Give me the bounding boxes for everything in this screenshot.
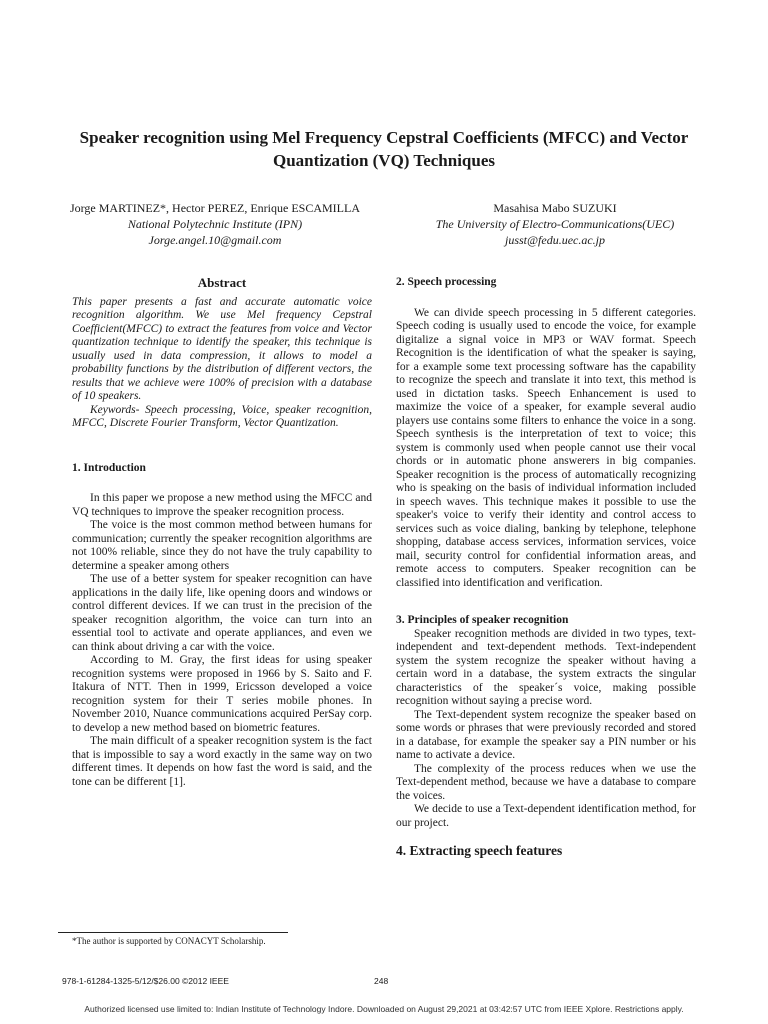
paragraph: The voice is the most common method between humans for communication; currently the speaker recognition algorithms are not 100% reliable, since they do not have the truly capability to determine a speaker among others [72, 519, 372, 572]
paragraph: In this paper we propose a new method using the MFCC and VQ techniques to improve the speaker recognition process. [72, 492, 372, 518]
left-column [72, 276, 372, 789]
paragraph: The main difficult of a speaker recognition system is the fact that is impossible to say a word exactly in the same way on two different times. It depends on how fast the word is said, and the tone can be different [1]. [72, 735, 372, 788]
section-heading-extracting-features: 4. Extracting speech features [396, 843, 563, 858]
author-email: Jorge.angel.10@gmail.com [148, 233, 282, 247]
section-heading-principles: 3. Principles of speaker recognition [396, 614, 569, 626]
abstract-body: This paper presents a fast and accurate automatic voice recognition algorithm. We use Mel frequency Cepstral Coefficient(MFCC) to extract the features from voice and Vector quantization technique to identify the speaker, this technique is usually used in data compression, it allows to model a probability functions by the distribution of different vectors, the results that we achieve were 100% of precision with a database of 10 speakers. [72, 295, 372, 402]
abstract-keywords: Keywords- Speech processing, Voice, speaker recognition, MFCC, Discrete Fourier Transform, Vector Quantization. [72, 403, 372, 429]
paragraph: We decide to use a Text-dependent identification method, for our project. [396, 803, 696, 829]
footnote: *The author is supported by CONACYT Scholarship. [72, 936, 266, 946]
paragraph: The use of a better system for speaker recognition can have applications in the daily life, like opening doors and windows or control different devices. If we can trust in the precision of the speaker recognition algorithm, the voice can turn into an essential tool to activate and operate appliances, and even we can think about driving a car with the voice. [72, 573, 372, 653]
page-number: 248 [374, 976, 389, 986]
author-block-left [50, 200, 380, 248]
abstract-heading: Abstract [197, 275, 247, 290]
paragraph: Speaker recognition methods are divided in two types, text-independent and text-dependent methods. Text-independent system the system recognize the speaker without having a certain word in a database, the system extracts the singular characteristics of the speaker´s voice, making possible recognition without saying a precise word. [396, 627, 696, 707]
footnote-divider [58, 932, 288, 933]
footer-isbn: 978-1-61284-1325-5/12/$26.00 ©2012 IEEE [62, 976, 229, 986]
paragraph: The complexity of the process reduces when we use the Text-dependent method, because we have a database to compare the voices. [396, 762, 696, 802]
section-heading-speech-processing: 2. Speech processing [396, 276, 497, 288]
section-heading-introduction: 1. Introduction [72, 461, 146, 474]
paper-title: Speaker recognition using Mel Frequency Cepstral Coefficients (MFCC) and Vector Quantization (VQ) Techniques [79, 128, 689, 170]
paragraph: The Text-dependent system recognize the speaker based on some words or phrases that were previously recorded and stored in a database, for example the speaker say a PIN number or his name to activate a device. [396, 708, 696, 761]
right-column [396, 276, 696, 858]
author-email: jusst@fedu.uec.ac.jp [504, 233, 606, 247]
author-block-right [390, 200, 720, 248]
author-affiliation: National Polytechnic Institute (IPN) [127, 217, 303, 231]
author-names: Jorge MARTINEZ*, Hector PEREZ, Enrique ESCAMILLA [69, 201, 360, 215]
paragraph: We can divide speech processing in 5 different categories. Speech coding is usually used to encode the voice, for example digitalize a signal voice in MP3 or WAV format. Speech Recognition is the identification of what the speaker is saying, for a example some text processing software has the capability to recognize the speech and translate it into text, this method is used in dictation tasks. Speech Enhancement is used to maximize the voice of a speaker, for example several audio players use contains some filters to enhance the voice in a song. Speech synthesis is the interpretation of text to voice; this system is commonly used when people cannot use their vocal chords or in automatic phone answerers in big companies. Speaker recognition is the process of automatically recognizing who is speaking on the basis of individual information included in speech waves. This technique makes it possible to use the speaker's voice to verify their identity and control access to services such as voice dialing, banking by telephone, telephone shopping, database access services, information services, voice mail, security control for confidential information areas, and remote access to computers. Speaker recognition can be classified into identification and verification. [396, 306, 696, 589]
author-affiliation: The University of Electro-Communications(UEC) [435, 217, 675, 231]
author-names: Masahisa Mabo SUZUKI [493, 201, 617, 215]
license-notice: Authorized licensed use limited to: Indian Institute of Technology Indore. Downloaded on August 29,2021 at 03:42:57 UTC from IEEE Xplore. Restrictions apply. [84, 1004, 684, 1014]
paragraph: According to M. Gray, the first ideas for using speaker recognition systems were proposed in 1966 by S. Saito and F. Itakura of NTT. Then in 1999, Ericsson developed a voice recognition system for their T series mobile phones. In November 2010, Nuance communications acquired PerSay corp. to develop a new method based on biometric features. [72, 654, 372, 734]
